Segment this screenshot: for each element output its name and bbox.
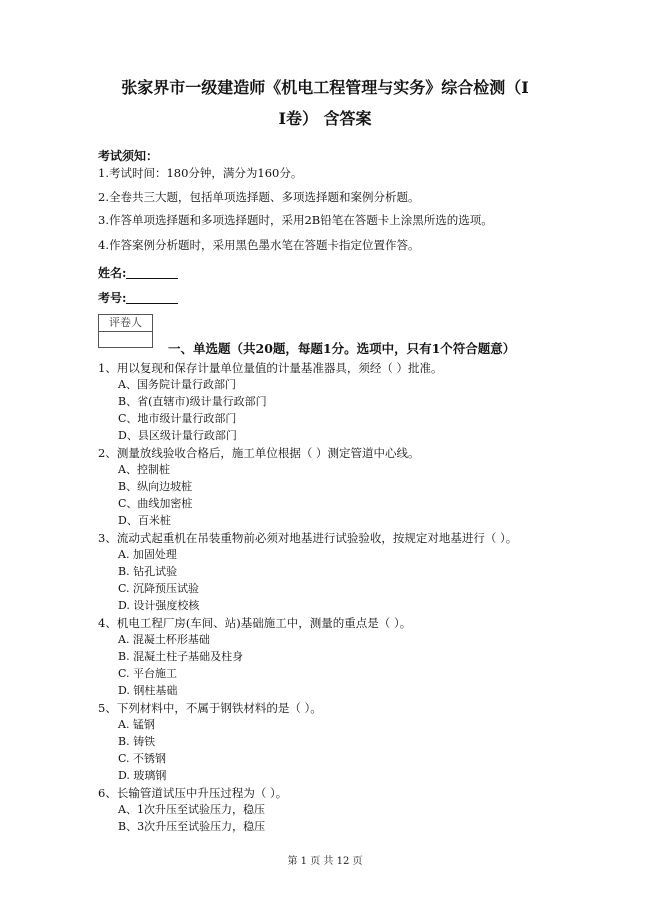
grader-box xyxy=(98,314,153,348)
question-option: A、控制桩 xyxy=(118,463,170,476)
grader-label: 评卷人 xyxy=(109,316,142,329)
question-option: B、省(直辖市)级计量行政部门 xyxy=(118,395,267,408)
question-text: 2、测量放线验收合格后，施工单位根据（ ）测定管道中心线。 xyxy=(98,446,420,460)
document-title-line-2: I卷） 含答案 xyxy=(278,109,372,128)
question-option: A、国务院计量行政部门 xyxy=(118,378,236,391)
question-option: C、曲线加密桩 xyxy=(118,497,193,510)
question-option: D. 设计强度校核 xyxy=(118,599,200,612)
question-option: C. 平台施工 xyxy=(118,667,178,680)
question-option: C. 沉降预压试验 xyxy=(118,582,200,595)
question-text: 3、流动式起重机在吊装重物前必须对地基进行试验验收，按规定对地基进行（ ）。 xyxy=(98,531,518,545)
exam-number-field xyxy=(98,289,178,306)
question-option: A、1次升压至试验压力，稳压 xyxy=(118,803,265,816)
question-option: D. 玻璃钢 xyxy=(118,769,167,782)
question-option: A. 混凝土杯形基础 xyxy=(118,633,210,646)
notice-heading: 考试须知： xyxy=(98,149,159,163)
question-option: B、3次升压至试验压力，稳压 xyxy=(118,820,266,833)
notice-item: 4.作答案例分析题时，采用黑色墨水笔在答题卡指定位置作答。 xyxy=(98,238,420,252)
exam-number-label: 考号: xyxy=(98,291,127,305)
question-option: D、百米桩 xyxy=(118,514,171,527)
question-text: 5、下列材料中，不属于钢铁材料的是（ ）。 xyxy=(98,701,322,715)
question-option: D、县区级计量行政部门 xyxy=(118,429,237,442)
name-label: 姓名: xyxy=(98,266,127,280)
name-blank xyxy=(126,266,178,279)
question-option: C. 不锈钢 xyxy=(118,752,167,765)
document-title-line-1: 张家界市一级建造师《机电工程管理与实务》综合检测（I xyxy=(121,78,529,97)
question-option: B. 钻孔试验 xyxy=(118,565,178,578)
question-option: A. 加固处理 xyxy=(118,548,177,561)
question-option: A. 锰钢 xyxy=(118,718,155,731)
notice-item: 1.考试时间：180分钟，满分为160分。 xyxy=(98,166,303,180)
question-option: B. 铸铁 xyxy=(118,735,156,748)
page-footer: 第 1 页 共 12 页 xyxy=(287,856,363,867)
exam-number-blank xyxy=(126,291,178,304)
question-text: 6、长输管道试压中升压过程为（ ）。 xyxy=(98,786,288,800)
question-option: B、纵向边坡桩 xyxy=(118,480,193,493)
name-field xyxy=(98,264,178,281)
section-heading: 一、单选题（共20题，每题1分。选项中，只有1个符合题意） xyxy=(168,341,516,356)
notice-item: 3.作答单项选择题和多项选择题时，采用2B铅笔在答题卡上涂黑所选的选项。 xyxy=(98,213,493,227)
grader-box-divider xyxy=(99,331,152,332)
notice-item: 2.全卷共三大题，包括单项选择题、多项选择题和案例分析题。 xyxy=(98,190,420,204)
question-option: C、地市级计量行政部门 xyxy=(118,412,237,425)
question-text: 4、机电工程厂房(车间、站)基础施工中，测量的重点是（ ）。 xyxy=(98,616,412,630)
question-option: B. 混凝土柱子基础及柱身 xyxy=(118,650,244,663)
question-option: D. 钢柱基础 xyxy=(118,684,178,697)
question-text: 1、用以复现和保存计量单位量值的计量基准器具，须经（ ）批准。 xyxy=(98,361,443,375)
